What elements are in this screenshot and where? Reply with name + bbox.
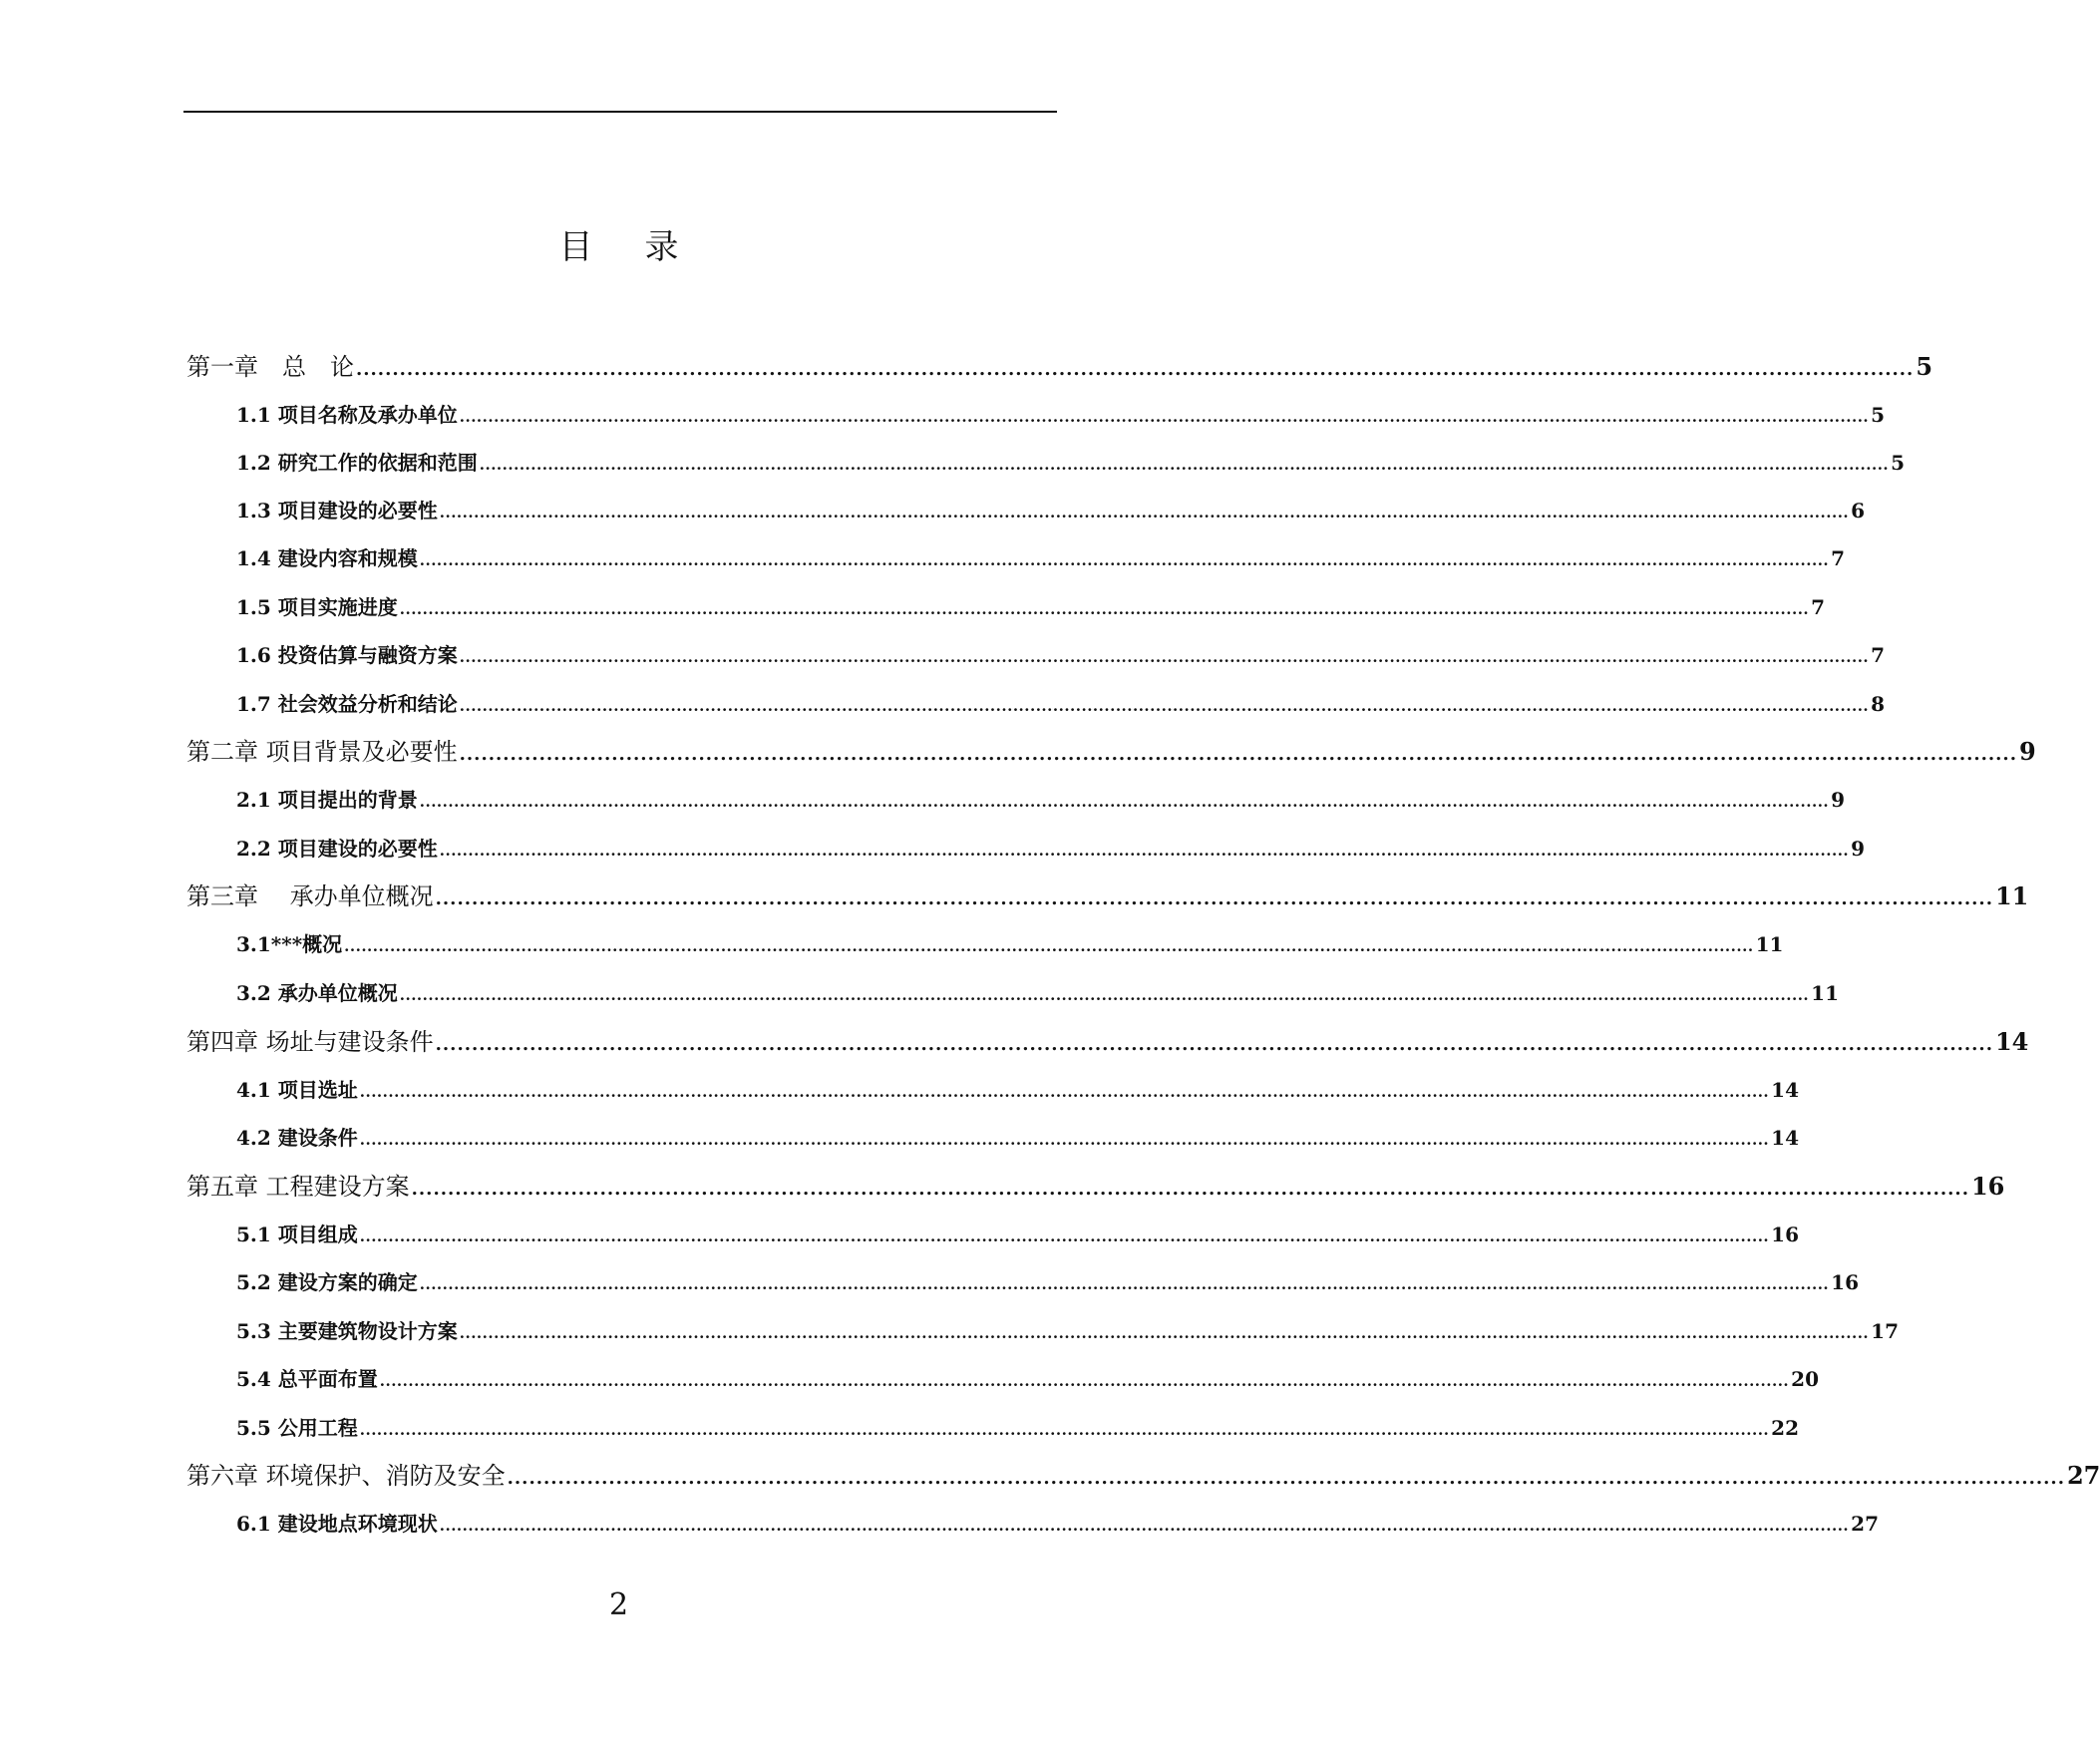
toc-entry-page: 14 xyxy=(1994,1027,2029,1056)
toc-section-1-4[interactable] xyxy=(236,545,1846,571)
toc-entry-page: 14 xyxy=(1771,1078,1799,1102)
toc-entry-page: 9 xyxy=(2018,737,2036,766)
toc-entry-label: 第一章 总 论 xyxy=(186,353,354,381)
dot-leader: ....................................................................................................................................................................................................................... xyxy=(435,1034,1993,1055)
toc-section-4-2[interactable] xyxy=(236,1125,1799,1151)
toc-entry-page: 7 xyxy=(1811,595,1826,619)
dot-leader: ....................................................................................................................................................................................................................................................... xyxy=(359,1227,1770,1245)
toc-section-2-2[interactable] xyxy=(236,836,1866,862)
dot-leader: ....................................................................................................................................................................................................................................................... xyxy=(419,551,1830,569)
toc-entry-page: 16 xyxy=(1771,1223,1799,1246)
toc-section-3-1[interactable] xyxy=(236,931,1784,957)
dot-leader: ....................................................................................................................................................................................................................... xyxy=(507,1468,2065,1489)
toc-chapter-5[interactable] xyxy=(186,1172,2005,1202)
dot-leader: ....................................................................................................................................................................................................................................................... xyxy=(459,408,1870,426)
toc-entry-label: 5.1 项目组成 xyxy=(236,1223,358,1246)
dot-leader: ....................................................................................................................................................................................................................................................... xyxy=(439,842,1850,860)
toc-section-1-6[interactable] xyxy=(236,642,1886,668)
dot-leader: ....................................................................................................................................................................................................................... xyxy=(356,359,1915,380)
dot-leader: ....................................................................................................................................................................................................................................................... xyxy=(359,1083,1770,1101)
toc-entry-label: 3.2 承办单位概况 xyxy=(236,981,398,1005)
dot-leader: ....................................................................................................................................................................................................................................................... xyxy=(344,937,1754,955)
toc-entry-label: 第三章 承办单位概况 xyxy=(186,882,434,910)
toc-entry-label: 1.3 项目建设的必要性 xyxy=(236,499,438,523)
dot-leader: ....................................................................................................................................................................................................................................................... xyxy=(359,1131,1770,1149)
toc-entry-page: 16 xyxy=(1831,1270,1859,1294)
toc-entry-label: 1.7 社会效益分析和结论 xyxy=(236,692,458,716)
toc-section-2-1[interactable] xyxy=(236,787,1846,813)
dot-leader: ....................................................................................................................................................................................................................................................... xyxy=(459,697,1870,715)
toc-entry-label: 3.1***概况 xyxy=(236,932,343,956)
toc-entry-label: 1.2 研究工作的依据和范围 xyxy=(236,451,478,475)
toc-entry-page: 11 xyxy=(1755,932,1784,956)
toc-entry-page: 22 xyxy=(1771,1416,1799,1440)
toc-section-5-3[interactable] xyxy=(236,1318,1899,1344)
toc-chapter-4[interactable] xyxy=(186,1027,2029,1057)
toc-entry-label: 第二章 项目背景及必要性 xyxy=(186,738,458,766)
toc-section-5-5[interactable] xyxy=(236,1415,1799,1441)
toc-entry-label: 4.1 项目选址 xyxy=(236,1078,358,1102)
toc-chapter-2[interactable] xyxy=(186,737,2036,767)
dot-leader: ....................................................................................................................................................................................................................................................... xyxy=(399,986,1810,1004)
toc-entry-page: 17 xyxy=(1871,1319,1899,1343)
toc-section-5-1[interactable] xyxy=(236,1222,1799,1247)
dot-leader: ....................................................................................................................................................................................................................... xyxy=(459,744,2017,765)
toc-entry-page: 8 xyxy=(1871,692,1886,716)
toc-entry-page: 27 xyxy=(2066,1461,2100,1490)
toc-entry-label: 6.1 建设地点环境现状 xyxy=(236,1512,438,1536)
toc-entry-page: 7 xyxy=(1831,546,1846,570)
toc-entry-page: 9 xyxy=(1851,837,1866,861)
toc-chapter-6[interactable] xyxy=(186,1461,2100,1491)
toc-entry-label: 第五章 工程建设方案 xyxy=(186,1173,410,1201)
toc-chapter-3[interactable] xyxy=(186,881,2029,911)
toc-entry-page: 5 xyxy=(1916,352,1933,381)
toc-section-1-3[interactable] xyxy=(236,498,1866,524)
dot-leader: ....................................................................................................................................................................................................................................................... xyxy=(459,1324,1870,1342)
toc-section-1-2[interactable] xyxy=(236,450,1906,476)
toc-entry-page: 16 xyxy=(1970,1172,2005,1201)
toc-entry-page: 5 xyxy=(1891,451,1906,475)
dot-leader: ....................................................................................................................................................................................................................................................... xyxy=(459,648,1870,666)
dot-leader: ....................................................................................................................................................................................................................... xyxy=(411,1179,1969,1200)
toc-section-5-4[interactable] xyxy=(236,1366,1819,1392)
toc-entry-page: 5 xyxy=(1871,403,1886,427)
toc-entry-page: 27 xyxy=(1851,1512,1879,1536)
toc-title-char-1: 目 xyxy=(558,227,593,267)
dot-leader: ....................................................................................................................................................................................................................................................... xyxy=(419,793,1830,811)
toc-section-1-5[interactable] xyxy=(236,594,1826,620)
toc-entry-label: 4.2 建设条件 xyxy=(236,1126,358,1150)
toc-entry-label: 5.4 总平面布置 xyxy=(236,1367,378,1391)
toc-entry-label: 5.3 主要建筑物设计方案 xyxy=(236,1319,458,1343)
toc-entry-page: 11 xyxy=(1811,981,1839,1005)
toc-entry-label: 1.4 建设内容和规模 xyxy=(236,546,418,570)
toc-entry-page: 11 xyxy=(1994,881,2029,910)
toc-section-4-1[interactable] xyxy=(236,1077,1799,1103)
dot-leader: ....................................................................................................................................................................................................................................................... xyxy=(399,600,1810,618)
dot-leader: ....................................................................................................................................................................................................................... xyxy=(435,888,1993,909)
toc-section-1-7[interactable] xyxy=(236,691,1886,717)
dot-leader: ....................................................................................................................................................................................................................................................... xyxy=(439,1517,1850,1535)
toc-section-5-2[interactable] xyxy=(236,1269,1859,1295)
toc-entry-label: 5.2 建设方案的确定 xyxy=(236,1270,418,1294)
dot-leader: ....................................................................................................................................................................................................................................................... xyxy=(359,1421,1770,1439)
toc-entry-page: 6 xyxy=(1851,499,1866,523)
toc-entry-page: 9 xyxy=(1831,788,1846,812)
dot-leader: ....................................................................................................................................................................................................................................................... xyxy=(379,1372,1790,1390)
page-number: 2 xyxy=(608,1587,629,1622)
toc-entry-label: 2.2 项目建设的必要性 xyxy=(236,837,438,861)
toc-section-6-1[interactable] xyxy=(236,1511,1879,1537)
dot-leader: ....................................................................................................................................................................................................................................................... xyxy=(439,504,1850,522)
toc-entry-label: 1.6 投资估算与融资方案 xyxy=(236,643,458,667)
toc-entry-label: 1.5 项目实施进度 xyxy=(236,595,398,619)
toc-entry-label: 1.1 项目名称及承办单位 xyxy=(236,403,458,427)
toc-section-3-2[interactable] xyxy=(236,980,1839,1006)
toc-entry-label: 第六章 环境保护、消防及安全 xyxy=(186,1462,506,1490)
toc-entry-label: 第四章 场址与建设条件 xyxy=(186,1028,434,1056)
toc-entry-page: 20 xyxy=(1791,1367,1819,1391)
toc-section-1-1[interactable] xyxy=(236,402,1886,428)
toc-title-char-2: 录 xyxy=(644,227,679,267)
dot-leader: ....................................................................................................................................................................................................................................................... xyxy=(479,456,1890,474)
toc-entry-label: 2.1 项目提出的背景 xyxy=(236,788,418,812)
toc-entry-label: 5.5 公用工程 xyxy=(236,1416,358,1440)
toc-entry-page: 14 xyxy=(1771,1126,1799,1150)
dot-leader: ....................................................................................................................................................................................................................................................... xyxy=(419,1275,1830,1293)
toc-entry-page: 7 xyxy=(1871,643,1886,667)
toc-chapter-1[interactable] xyxy=(186,352,1933,382)
